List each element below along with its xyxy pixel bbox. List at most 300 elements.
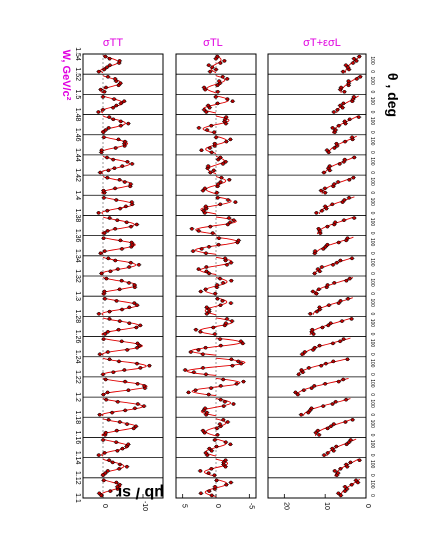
data-point: [225, 140, 228, 143]
data-point: [331, 402, 334, 405]
data-point: [221, 75, 224, 78]
data-point: [119, 207, 122, 210]
w-tick-label: 1.14: [74, 450, 81, 465]
data-point: [239, 340, 242, 343]
data-point: [204, 407, 207, 410]
data-point: [214, 68, 217, 71]
data-point: [98, 492, 101, 495]
data-point: [215, 479, 218, 482]
data-point: [103, 451, 106, 454]
data-point: [102, 237, 105, 240]
data-point: [313, 346, 316, 349]
data-point: [232, 219, 235, 222]
data-point: [311, 328, 314, 331]
data-point: [224, 459, 227, 462]
data-point: [129, 183, 132, 186]
fit-curve: [310, 318, 352, 335]
data-point: [118, 178, 121, 181]
data-point: [126, 160, 129, 163]
data-point: [192, 250, 195, 253]
data-point: [353, 156, 356, 159]
theta-tick-label: 100: [369, 217, 375, 227]
data-point: [119, 124, 122, 127]
theta-tick-label: 0: [369, 70, 375, 74]
data-point: [209, 70, 212, 73]
data-point: [227, 216, 230, 219]
theta-tick-label: 100: [369, 379, 375, 388]
data-point: [121, 447, 124, 450]
data-point: [114, 187, 117, 190]
data-point: [192, 371, 195, 374]
data-point: [204, 346, 207, 349]
data-point: [352, 57, 355, 60]
data-point: [116, 219, 119, 222]
data-point: [350, 257, 353, 260]
data-point: [102, 189, 105, 192]
data-point: [215, 191, 218, 194]
w-tick-label: 1.3: [74, 291, 81, 302]
data-point: [344, 420, 347, 423]
data-point: [240, 362, 243, 365]
data-point: [225, 317, 228, 320]
theta-tick-label: 100: [369, 76, 375, 85]
data-point: [123, 368, 126, 371]
data-point: [326, 225, 329, 228]
data-point: [348, 118, 351, 121]
theta-tick-label: 100: [369, 298, 375, 307]
data-point: [344, 140, 347, 143]
data-point: [352, 176, 355, 179]
data-point: [222, 418, 225, 421]
data-point: [213, 438, 216, 441]
data-point: [220, 176, 223, 179]
data-point: [229, 302, 232, 305]
data-point: [318, 306, 321, 309]
data-point: [223, 400, 226, 403]
data-point: [346, 297, 349, 300]
data-point: [315, 211, 318, 214]
data-point: [213, 474, 216, 477]
data-point: [108, 57, 111, 60]
data-point: [310, 407, 313, 410]
data-point: [197, 126, 200, 129]
data-point: [335, 445, 338, 448]
data-point: [337, 241, 340, 244]
data-point: [335, 142, 338, 145]
theta-tick-label: 0: [369, 453, 375, 457]
data-point: [332, 423, 335, 426]
data-point: [139, 324, 142, 327]
y-tick-label: 0: [214, 504, 221, 508]
data-point: [358, 459, 361, 462]
data-point: [342, 338, 345, 341]
theta-tick-label: 0: [369, 332, 375, 336]
data-point: [218, 423, 221, 426]
data-point: [320, 364, 323, 367]
w-tick-label: 1.2: [74, 392, 81, 402]
data-point: [219, 384, 222, 387]
theta-tick-label: 0: [369, 352, 375, 356]
data-point: [324, 191, 327, 194]
data-point: [316, 268, 319, 271]
data-point: [216, 433, 219, 436]
data-point: [324, 382, 327, 385]
data-point: [108, 116, 111, 119]
data-point: [219, 304, 222, 307]
data-point: [343, 485, 346, 488]
data-point: [99, 88, 102, 91]
w-tick-label: 1.1: [74, 493, 81, 503]
data-point: [334, 400, 337, 403]
data-point: [127, 281, 130, 284]
data-point: [115, 198, 118, 201]
data-point: [331, 263, 334, 266]
data-point: [337, 492, 340, 495]
data-point: [199, 330, 202, 333]
data-point: [108, 317, 111, 320]
data-point: [222, 405, 225, 408]
data-point: [237, 360, 240, 363]
w-tick-label: 1.42: [74, 168, 81, 182]
theta-tick-label: 100: [369, 439, 375, 449]
data-point: [111, 461, 114, 464]
theta-tick-label: 0: [369, 90, 375, 94]
data-point: [302, 389, 305, 392]
fit-curve: [298, 358, 349, 375]
theta-tick-label: 100: [369, 157, 375, 166]
data-point: [215, 136, 218, 139]
data-point: [197, 229, 200, 232]
data-point: [124, 380, 127, 383]
theta-tick-label: 0: [369, 373, 375, 376]
data-point: [327, 304, 330, 307]
data-point: [331, 203, 334, 206]
data-point: [343, 198, 346, 201]
data-point: [116, 268, 119, 271]
data-point: [106, 330, 109, 333]
data-point: [107, 169, 110, 172]
data-point: [230, 320, 233, 323]
data-point: [307, 366, 310, 369]
fit-curve: [102, 257, 136, 274]
data-point: [215, 427, 218, 430]
data-point: [108, 358, 111, 361]
data-point: [136, 304, 139, 307]
theta-tick-label: 100: [369, 459, 375, 469]
data-point: [315, 310, 318, 313]
data-point: [223, 59, 226, 62]
data-point: [102, 479, 105, 482]
data-point: [126, 423, 129, 426]
data-point: [123, 140, 126, 143]
fit-curve: [102, 399, 143, 416]
data-point: [135, 223, 138, 226]
theta-tick-label: 0: [369, 312, 375, 316]
theta-tick-label: 0: [369, 231, 375, 235]
data-point: [102, 136, 105, 139]
data-point: [117, 360, 120, 363]
data-point: [207, 393, 210, 396]
data-point: [221, 162, 224, 165]
data-point: [213, 485, 216, 488]
data-point: [207, 165, 210, 168]
data-point: [216, 283, 219, 286]
data-point: [332, 110, 335, 113]
data-point: [103, 250, 106, 253]
w-tick-label: 1.12: [74, 471, 81, 485]
data-point: [97, 70, 100, 73]
data-point: [353, 216, 356, 219]
data-point: [118, 467, 121, 470]
data-point: [101, 108, 104, 111]
data-point: [119, 102, 122, 105]
data-point: [116, 449, 119, 452]
theta-tick-label: 0: [369, 251, 375, 255]
w-tick-label: 1.24: [74, 349, 81, 364]
w-tick-label: 1.18: [74, 410, 81, 425]
data-point: [211, 232, 214, 235]
data-point: [139, 366, 142, 369]
data-point: [224, 322, 227, 325]
data-point: [205, 270, 208, 273]
data-point: [219, 180, 222, 183]
data-point: [210, 467, 213, 470]
data-point: [334, 128, 337, 131]
data-point: [337, 472, 340, 475]
data-point: [104, 378, 107, 381]
data-point: [309, 312, 312, 315]
data-point: [115, 481, 118, 484]
theta-tick-label: 0: [369, 151, 375, 154]
data-point: [343, 120, 346, 123]
data-point: [137, 263, 140, 266]
data-point: [212, 326, 215, 329]
data-point: [339, 340, 342, 343]
data-point: [342, 378, 345, 381]
data-point: [354, 479, 357, 482]
data-point: [125, 221, 128, 224]
data-point: [337, 380, 340, 383]
data-point: [101, 95, 104, 98]
data-point: [347, 80, 350, 83]
theta-tick-label: 100: [369, 278, 375, 287]
w-tick-label: 1.26: [74, 329, 81, 344]
data-point: [210, 494, 213, 497]
data-point: [207, 472, 210, 475]
data-point: [214, 95, 217, 98]
data-point: [218, 277, 221, 280]
data-point: [207, 64, 210, 67]
data-point: [222, 281, 225, 284]
data-point: [204, 288, 207, 291]
w-tick-label: 1.4: [74, 190, 81, 201]
data-point: [111, 411, 114, 414]
data-point: [213, 131, 216, 134]
theta-tick-label: 0: [369, 110, 375, 114]
data-point: [115, 429, 118, 432]
data-point: [103, 232, 106, 235]
data-point: [320, 189, 323, 192]
data-point: [339, 104, 342, 107]
data-point: [114, 259, 117, 262]
data-point: [201, 429, 204, 432]
data-point: [320, 209, 323, 212]
data-point: [187, 391, 190, 394]
data-point: [107, 257, 110, 260]
data-point: [343, 158, 346, 161]
data-point: [97, 110, 100, 113]
data-point: [219, 61, 222, 64]
data-point: [216, 55, 219, 58]
data-point: [133, 302, 136, 305]
fit-curve: [296, 378, 348, 395]
data-point: [118, 463, 121, 466]
w-tick-label: 1.28: [74, 309, 81, 324]
data-point: [326, 427, 329, 430]
y-tick-label: 0: [364, 504, 371, 508]
data-point: [204, 451, 207, 454]
data-point: [349, 461, 352, 464]
data-point: [105, 66, 108, 69]
y-axis-label: μb / sr: [115, 484, 165, 501]
data-point: [106, 391, 109, 394]
data-point: [130, 241, 133, 244]
w-tick-label: 1.38: [74, 208, 81, 223]
data-point: [118, 320, 121, 323]
w-tick-label: 1.36: [74, 228, 81, 243]
theta-tick-label: 0: [369, 494, 375, 497]
data-point: [205, 265, 208, 268]
data-point: [107, 418, 110, 421]
data-point: [318, 433, 321, 436]
data-point: [108, 216, 111, 219]
panel-title: σT+εσL: [303, 37, 341, 49]
theta-tick-label: 100: [369, 56, 375, 65]
data-point: [120, 247, 123, 250]
data-point: [119, 82, 122, 85]
data-point: [348, 196, 351, 199]
data-point: [208, 146, 211, 149]
data-point: [97, 454, 100, 457]
data-point: [99, 252, 102, 255]
data-point: [310, 387, 313, 390]
data-point: [103, 297, 106, 300]
data-point: [348, 178, 351, 181]
data-point: [104, 332, 107, 335]
data-point: [300, 413, 303, 416]
data-point: [321, 326, 324, 329]
data-point: [128, 306, 131, 309]
data-point: [101, 373, 104, 376]
data-point: [337, 124, 340, 127]
data-point: [109, 270, 112, 273]
data-point: [118, 59, 121, 62]
data-point: [231, 364, 234, 367]
data-point: [229, 138, 232, 141]
data-point: [127, 122, 130, 125]
data-point: [203, 86, 206, 89]
data-point: [352, 95, 355, 98]
data-point: [113, 98, 116, 101]
theta-tick-label: 100: [369, 96, 375, 106]
data-point: [120, 340, 123, 343]
data-point: [339, 467, 342, 470]
data-point: [325, 149, 328, 152]
data-point: [190, 227, 193, 230]
data-point: [126, 348, 129, 351]
data-point: [205, 306, 208, 309]
data-point: [112, 118, 115, 121]
theta-tick-label: 0: [369, 393, 375, 396]
data-point: [199, 290, 202, 293]
data-point: [105, 398, 108, 401]
data-point: [102, 196, 105, 199]
data-point: [204, 373, 207, 376]
data-point: [97, 312, 100, 315]
data-point: [202, 209, 205, 212]
data-point: [313, 384, 316, 387]
data-point: [351, 136, 354, 139]
data-point: [210, 151, 213, 154]
data-point: [225, 116, 228, 119]
data-point: [342, 102, 345, 105]
data-point: [217, 237, 220, 240]
data-point: [345, 398, 348, 401]
data-point: [197, 348, 200, 351]
data-point: [230, 261, 233, 264]
theta-tick-label: 100: [369, 197, 375, 206]
data-point: [133, 407, 136, 410]
data-point: [326, 283, 329, 286]
data-point: [97, 211, 100, 214]
data-point: [340, 86, 343, 89]
data-point: [329, 425, 332, 428]
data-point: [234, 201, 237, 204]
data-point: [106, 350, 109, 353]
panel-title: σTT: [102, 37, 124, 49]
data-point: [294, 391, 297, 394]
fit-curve: [192, 378, 240, 395]
data-point: [331, 126, 334, 129]
data-point: [336, 108, 339, 111]
data-point: [231, 100, 234, 103]
data-point: [128, 322, 131, 325]
data-point: [120, 279, 123, 282]
data-point: [128, 265, 131, 268]
theta-tick-label: 0: [369, 433, 375, 437]
data-point: [208, 490, 211, 493]
data-point: [335, 261, 338, 264]
data-point: [216, 297, 219, 300]
y-tick-label: -10: [141, 500, 148, 512]
data-point: [108, 310, 111, 313]
data-point: [359, 75, 362, 78]
data-point: [127, 443, 130, 446]
data-point: [203, 187, 206, 190]
data-point: [322, 171, 325, 174]
data-point: [344, 64, 347, 67]
theta-tick-label: 0: [369, 292, 375, 296]
data-point: [104, 128, 107, 131]
data-point: [105, 156, 108, 159]
data-point: [345, 279, 348, 282]
data-point: [346, 237, 349, 240]
data-point: [216, 90, 219, 93]
data-point: [217, 243, 220, 246]
data-point: [221, 299, 224, 302]
data-point: [242, 380, 245, 383]
data-point: [108, 64, 111, 67]
